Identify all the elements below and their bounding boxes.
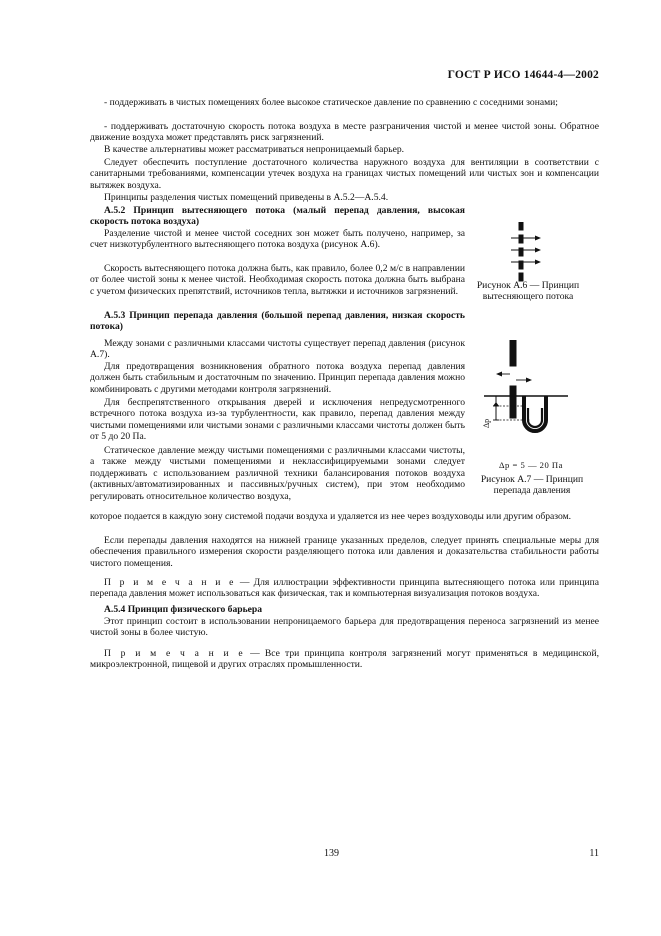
section-heading-a54: А.5.4 Принцип физического барьера — [104, 604, 263, 615]
paragraph: Если перепады давления находятся на нижней границе указанных пределов, следует принять специальные меры для обеспечения правильного измерения скорости разделяющего потока или давления и доказательства стабильности работы чистого помещения. — [90, 535, 599, 569]
paragraph: Для предотвращения возникновения обратного потока воздуха перепад давления должен быть стабильным и достаточным по значению. Принцип перепада давления можно комбинировать с другими методами контроля загрязнений. — [90, 361, 465, 395]
figure-a7-diagram — [480, 340, 570, 455]
paragraph: Статическое давление между чистыми помещениями с различными классами чистоты, а также между чистыми помещениями и неклассифицируемыми зонами следует поддерживать с использованием различной техники балансирования потоков воздуха (активных/автоматизированных и пассивных/ручных систем), при этом необходимо регулировать относительное количество воздуха, — [90, 445, 465, 502]
page-number: 139 — [324, 848, 339, 859]
paragraph: Принципы разделения чистых помещений приведены в А.5.2—А.5.4. — [104, 192, 389, 203]
note: П р и м е ч а н и е — Все три принципа контроля загрязнений могут применяться в медицинской, микроэлектронной, пищевой и других отраслях промышленности. — [90, 648, 599, 671]
figure-a6-diagram — [505, 222, 549, 282]
figure-a6-caption: Рисунок А.6 — Принцип вытесняющего потока — [476, 280, 580, 303]
paragraph: Для беспрепятственного открывания дверей и исключения непредусмотренного встречного потока воздуха из-за турбулентности, как правило, перепад давления между чистыми помещениями или чистыми зонами с различными классами чистоты должен быть от 5 до 20 Па. — [90, 397, 465, 443]
figure-a7-axis-label: Δp — [482, 418, 491, 428]
figure-a7-formula: Δp = 5 — 20 Па — [499, 460, 563, 470]
paragraph: Разделение чистой и менее чистой соседних зон может быть получено, например, за счет низкотурбулентного вытесняющего потока воздуха (рисунок А.6). — [90, 228, 465, 251]
document-header: ГОСТ Р ИСО 14644-4—2002 — [447, 69, 599, 81]
paragraph: В качестве альтернативы может рассматриваться непроницаемый барьер. — [104, 144, 405, 155]
paragraph: Между зонами с различными классами чистоты существует перепад давления (рисунок А.7). — [90, 338, 465, 361]
paragraph: - поддерживать достаточную скорость потока воздуха в месте разграничения чистой и менее чистой зоны. Обратное движение воздуха может представлять риск загрязнений. — [90, 121, 599, 144]
sheet-number: 11 — [589, 848, 599, 859]
paragraph: Скорость вытесняющего потока должна быть, как правило, более 0,2 м/с в направлении от более чистой зоны к менее чистой. Необходимая скорость потока должна быть выбрана с учетом физических препятствий, источников тепла, вытяжки и источников загрязнений. — [90, 263, 465, 297]
section-heading-a53: А.5.3 Принцип перепада давления (большой перепад давления, низкая скорость потока) — [90, 310, 465, 333]
paragraph: которое подается в каждую зону системой подачи воздуха и удаляется из нее через воздуховоды или другим образом. — [90, 511, 572, 522]
figure-a7-caption: Рисунок А.7 — Принцип перепада давления — [480, 474, 584, 497]
paragraph: Этот принцип состоит в использовании непроницаемого барьера для предотвращения переноса загрязнений из менее чистой зоны в более чистую. — [90, 616, 599, 639]
paragraph: - поддерживать в чистых помещениях более высокое статическое давление по сравнению с соседними зонами; — [104, 97, 558, 108]
section-heading-a52: А.5.2 Принцип вытесняющего потока (малый перепад давления, высокая скорость потока воздуха) — [90, 205, 465, 228]
note: П р и м е ч а н и е — Для иллюстрации эффективности принципа вытесняющего потока или принципа перепада давления может использоваться как физическая, так и компьютерная визуализация потоков воздуха. — [90, 577, 599, 600]
paragraph: Следует обеспечить поступление достаточного количества наружного воздуха для вентиляции в соответствии с санитарными требованиями, компенсации утечек воздуха на границах чистых помещений или чистых зон и компенсации вытяжек воздуха. — [90, 157, 599, 191]
